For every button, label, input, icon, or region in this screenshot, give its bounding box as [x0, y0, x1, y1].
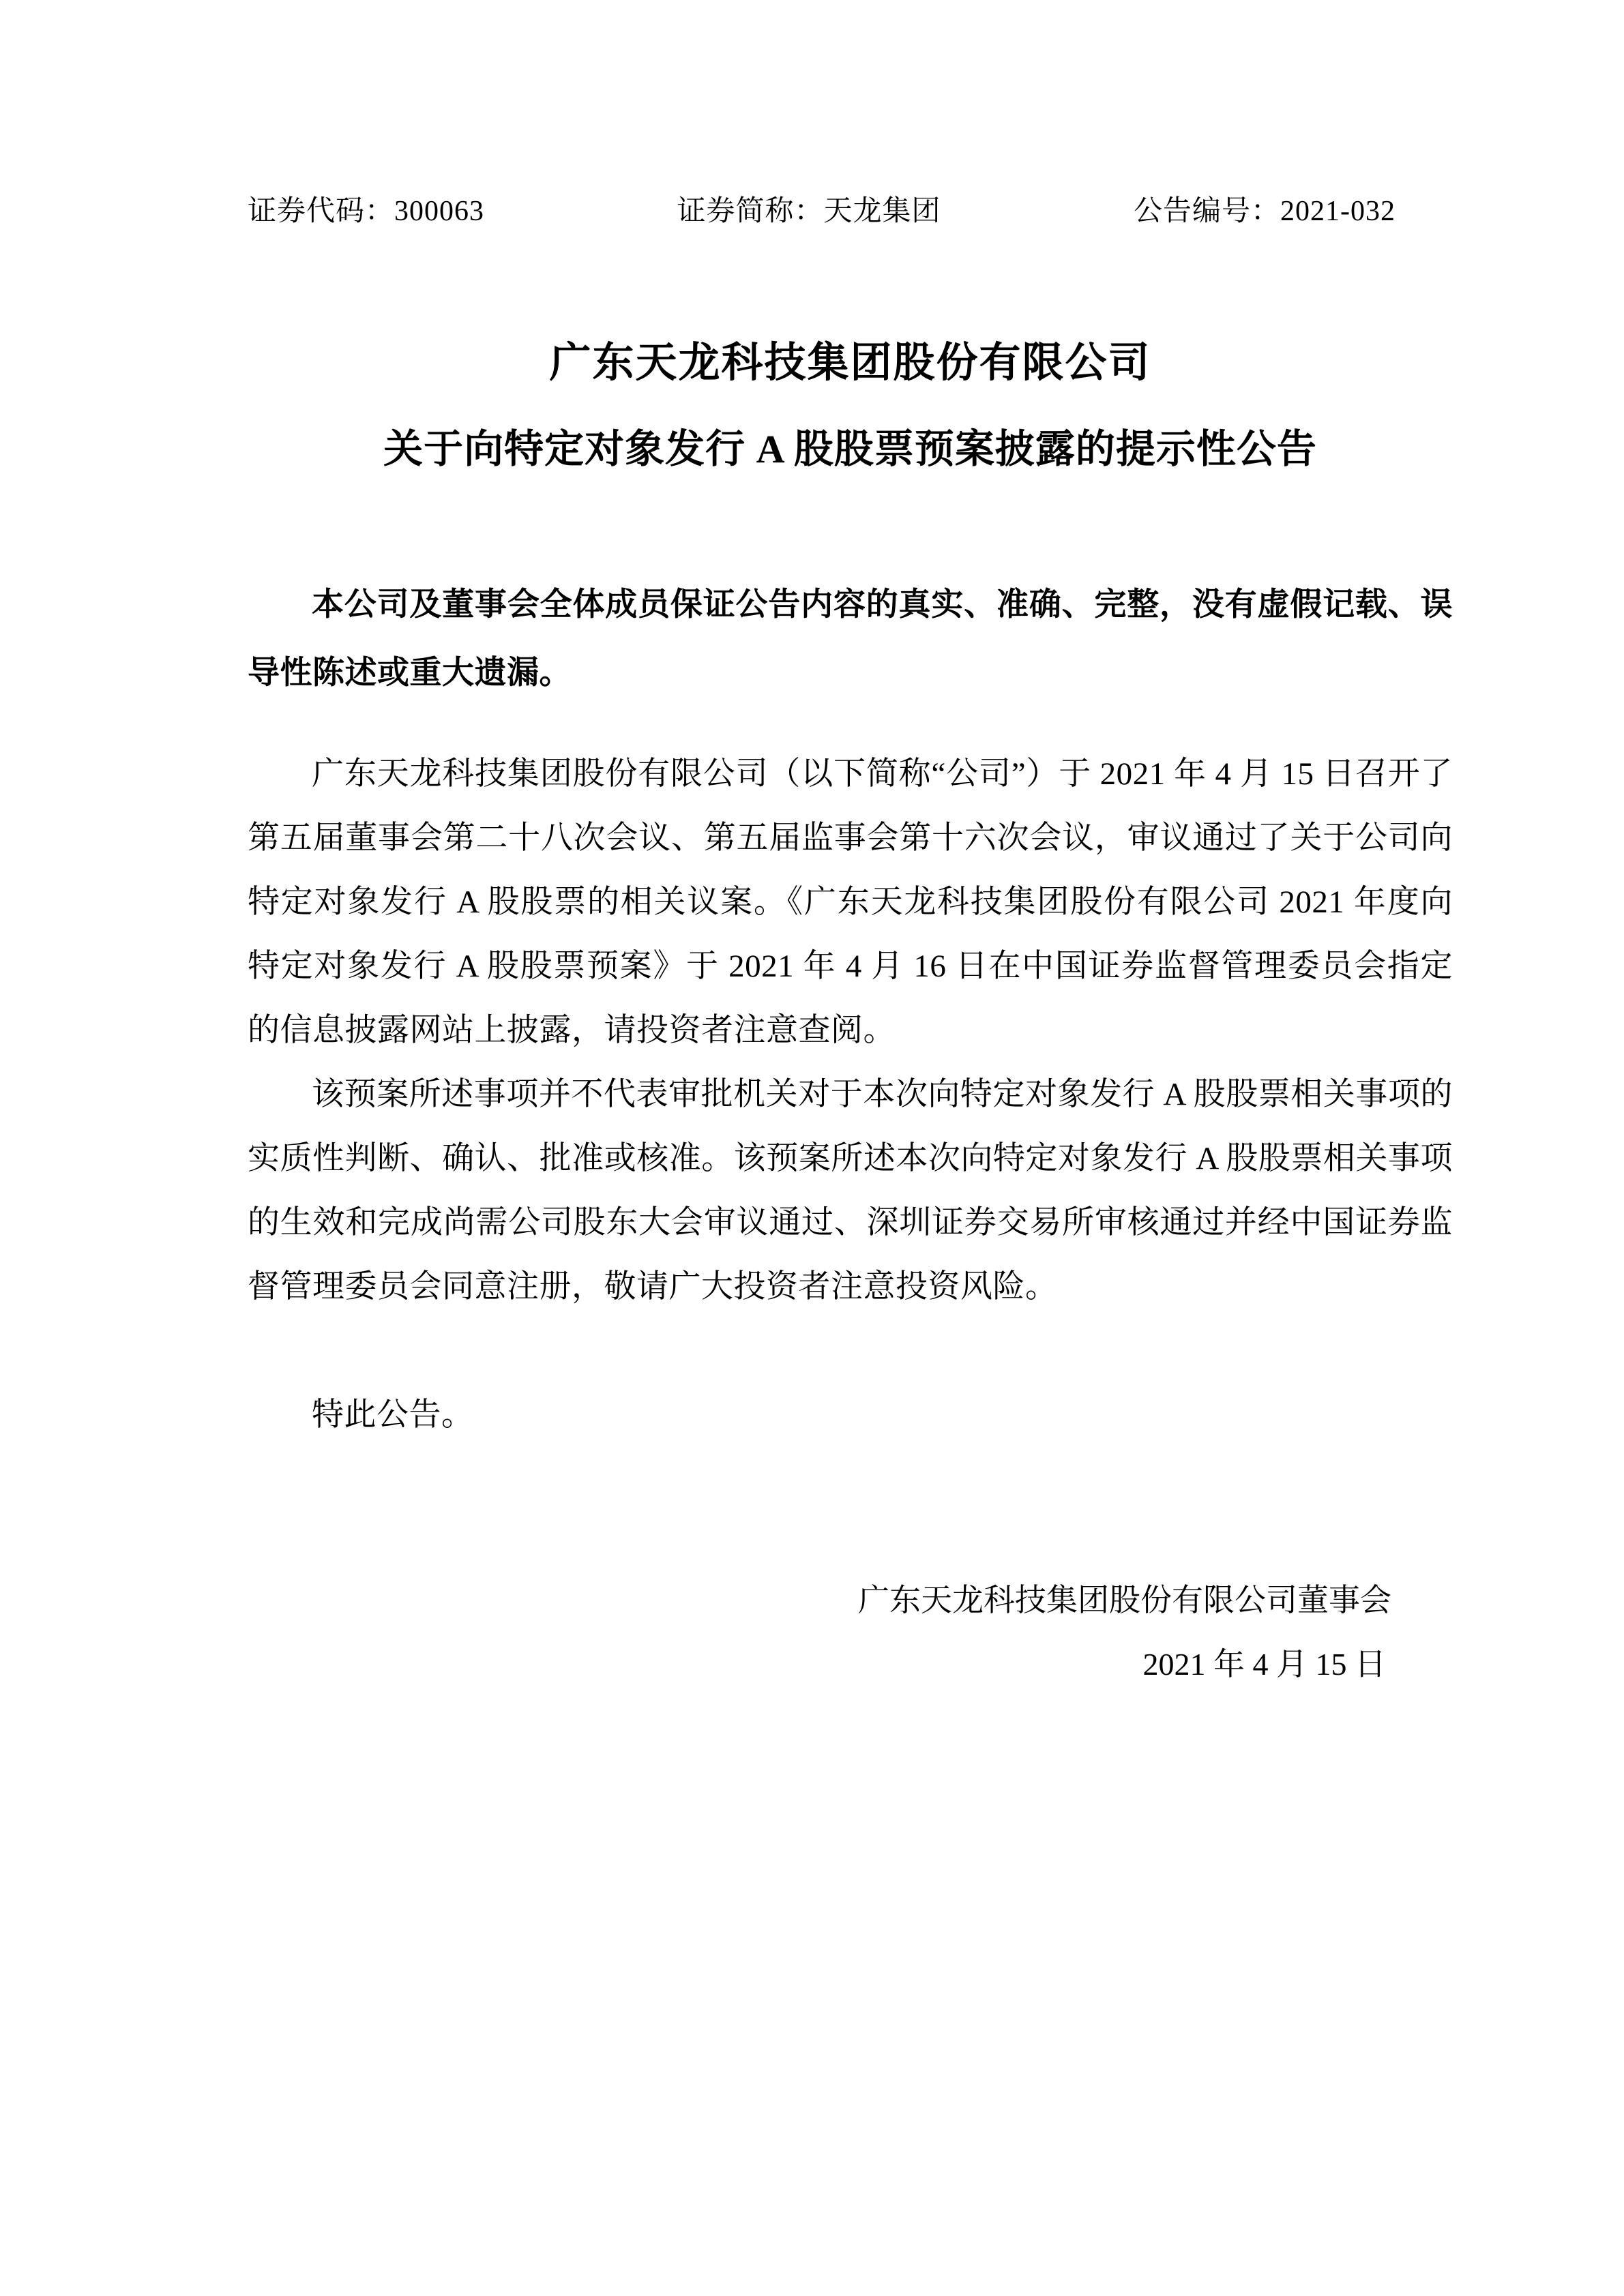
stock-code: 证券代码：300063: [248, 196, 485, 227]
announcement-number: 公告编号：2021-032: [1134, 196, 1396, 227]
body-paragraph-2: 该预案所述事项并不代表审批机关对于本次向特定对象发行 A 股股票相关事项的实质性判断、确认、批准或核准。该预案所述本次向特定对象发行 A 股股票相关事项的生效和完成尚需公司股东大会审议通过、深圳证券交易所审核通过并经中国证券监督管理委员会同意注册，敬请广大投资者注意投资风险。: [248, 1077, 1453, 1304]
body-paragraph-1: 广东天龙科技集团股份有限公司（以下简称“公司”）于 2021 年 4 月 15 日召开了第五届董事会第二十八次会议、第五届监事会第十六次会议，审议通过了关于公司向特定对象发行 A 股股票的相关议案。《广东天龙科技集团股份有限公司 2021 年度向特定对象发行 A 股股票预案》于 2021 年 4 月 16 日在中国证券监督管理委员会指定的信息披露网站上披露，请投资者注意查阅。: [248, 756, 1453, 1048]
company-title: 广东天龙科技集团股份有限公司: [549, 340, 1151, 386]
document-header: [248, 0, 1396, 228]
closing-statement: 特此公告。: [312, 1397, 474, 1433]
announcement-date: 2021 年 4 月 15 日: [1142, 1647, 1386, 1682]
title-block: [248, 320, 1453, 492]
board-declaration: 本公司及董事会全体成员保证公告内容的真实、准确、完整，没有虚假记载、误导性陈述或重大遗漏。: [248, 587, 1453, 691]
announcement-title: 关于向特定对象发行 A 股股票预案披露的提示性公告: [383, 427, 1317, 471]
board-signature: 广东天龙科技集团股份有限公司董事会: [858, 1583, 1391, 1617]
stock-short-name: 证券简称：天龙集团: [677, 196, 941, 227]
